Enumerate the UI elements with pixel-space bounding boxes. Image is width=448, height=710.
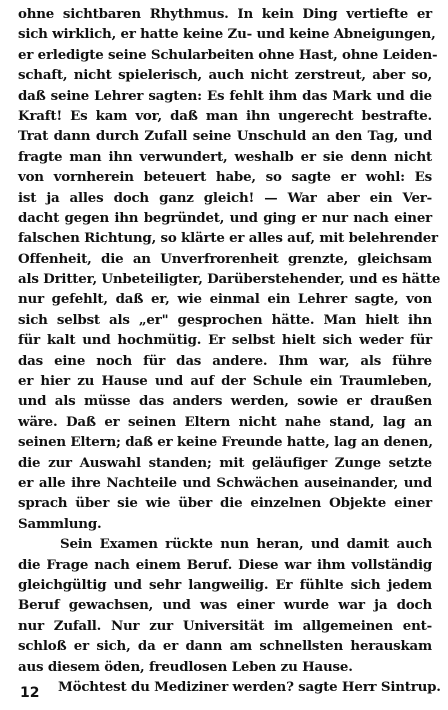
paragraph-end-line: Sammlung.	[18, 515, 102, 532]
text-line: Kraft! Es kam vor, daß man ihn ungerecht bestrafte.	[18, 107, 432, 124]
document-page	[18, 4, 441, 697]
paragraph-start-line: Möchtest du Mediziner werden? sagte Herr Sintrup.	[58, 678, 441, 695]
paragraph-start-line: Sein Examen rückte nun heran, und damit auch	[60, 536, 432, 553]
text-line: für kalt und hochmütig. Er selbst hielt sich weder für	[18, 332, 432, 349]
text-line: das eine noch für das andere. Ihm war, als führe	[18, 352, 432, 369]
text-line: er alle ihre Nachteile und Schwächen auseinander, und	[18, 474, 432, 491]
text-line: nur Zufall. Nur zur Universität im allgemeinen ent-	[18, 617, 432, 634]
text-line: wäre. Daß er seinen Eltern nicht nahe stand, lag an	[18, 413, 432, 430]
text-line: und als müsse das anders werden, sowie er draußen	[18, 393, 432, 410]
text-line: als Dritter, Unbeteiligter, Darüberstehender, und es hätte	[18, 271, 441, 288]
text-line: dacht gegen ihn begründet, und ging er nur nach einer	[18, 209, 432, 226]
text-line: die zur Auswahl standen; mit geläufiger Zunge setzte	[18, 454, 432, 471]
text-line: seinen Eltern; daß er keine Freunde hatte, lag an denen,	[18, 434, 433, 451]
text-line: ist ja alles doch ganz gleich! — War aber ein Ver-	[18, 189, 432, 206]
text-line: schaft, nicht spielerisch, auch nicht zerstreut, aber so,	[18, 67, 432, 84]
text-line: fragte man ihn verwundert, weshalb er sie denn nicht	[18, 148, 432, 165]
text-line: Beruf gewachsen, und was einer wurde war ja doch	[18, 597, 432, 614]
text-line: daß seine Lehrer sagten: Es fehlt ihm das Mark und die	[18, 87, 432, 104]
text-line: falschen Richtung, so klärte er alles auf, mit belehrender	[18, 230, 438, 247]
text-line: die Frage nach einem Beruf. Diese war ihm vollständig	[18, 556, 432, 573]
text-line: sich wirklich, er hatte keine Zu- und keine Abneigungen,	[18, 26, 436, 43]
text-line: er erledigte seine Schularbeiten ohne Hast, ohne Leiden-	[18, 46, 438, 63]
text-line: nur gefehlt, daß er, wie einmal ein Lehrer sagte, von	[18, 291, 432, 308]
text-line: sich selbst als „er" gesprochen hätte. Man hielt ihn	[18, 311, 432, 328]
text-line: Trat dann durch Zufall seine Unschuld an den Tag, und	[18, 128, 432, 145]
text-line: er hier zu Hause und auf der Schule ein Traumleben,	[18, 373, 432, 390]
text-line: schloß er sich, da er dann am schnellsten herauskam	[18, 638, 432, 655]
page-number: 12	[20, 685, 40, 701]
paragraph-end-line: aus diesem öden, freudlosen Leben zu Hause.	[18, 658, 353, 675]
text-line: ohne sichtbaren Rhythmus. In kein Ding vertiefte er	[18, 6, 432, 22]
text-line: von vornherein beteuert habe, so sagte er wohl: Es	[18, 169, 432, 186]
text-line: gleichgültig und sehr langweilig. Er fühlte sich jedem	[18, 576, 432, 593]
text-line: Offenheit, die an Unverfrorenheit grenzte, gleichsam	[18, 250, 432, 267]
text-line: sprach über sie wie über die einzelnen Objekte einer	[18, 495, 432, 512]
